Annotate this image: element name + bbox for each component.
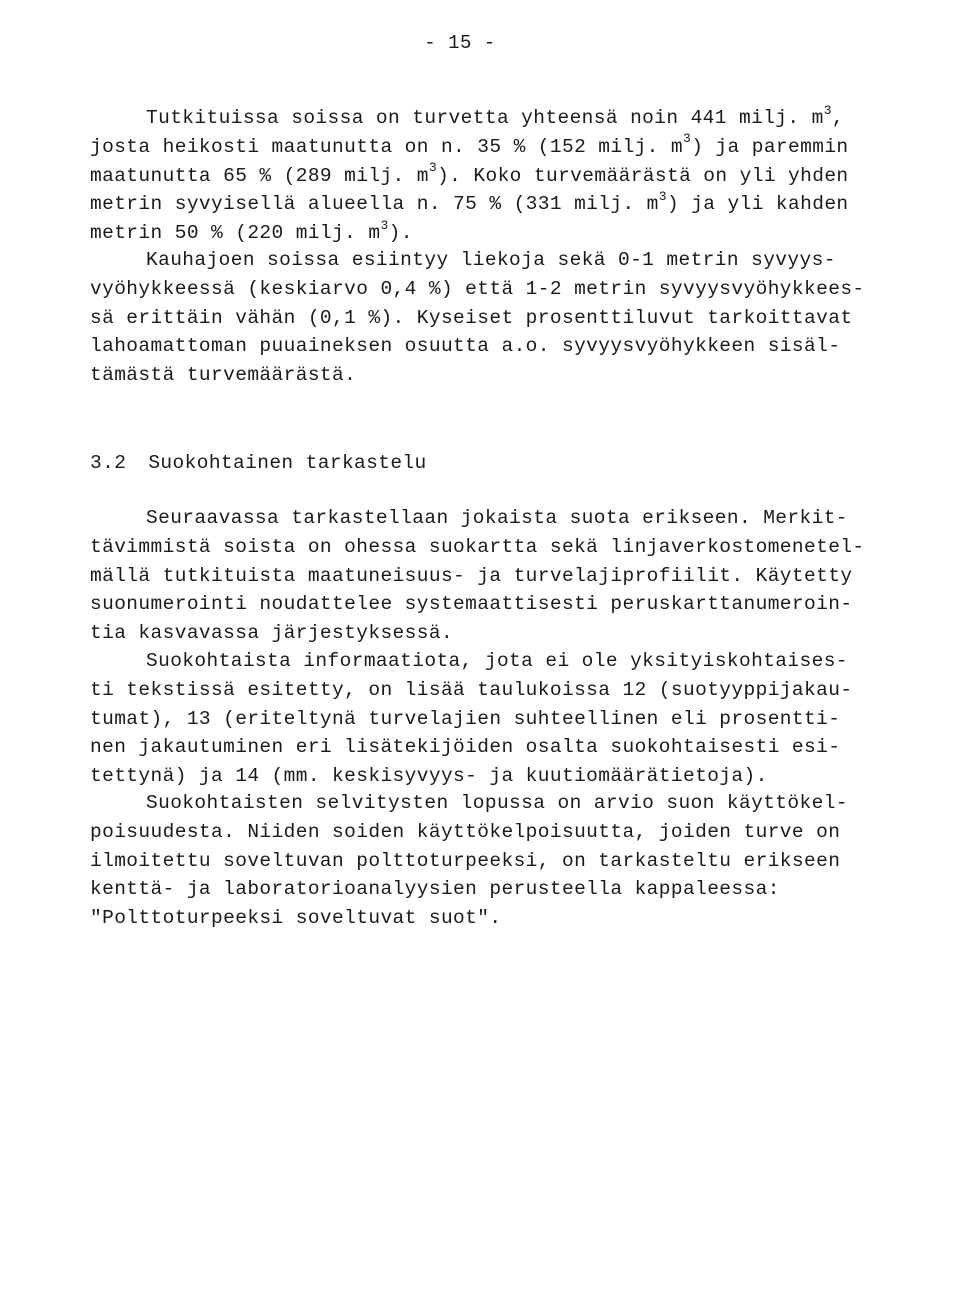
section-heading xyxy=(90,449,890,478)
text-line: maatunutta 65 % (289 milj. $m^3$). Koko turvemäärästä on yli yhden xyxy=(90,160,849,187)
text-line: sä erittäin vähän (0,1 %). Kyseiset prosenttiluvut tarkoittavat xyxy=(90,306,853,329)
text-line: Tutkituissa soissa on turvetta yhteensä noin 441 milj. $m^3$, xyxy=(146,102,845,129)
text-line: tettynä) ja 14 (mm. keskisyvyys- ja kuutiomäärätietoja). xyxy=(90,765,768,788)
text-line: Seuraavassa tarkastellaan jokaista suota erikseen. Merkit- xyxy=(146,507,848,529)
paragraph-wood-content xyxy=(90,246,890,390)
text-line: metrin 50 % (220 milj. $m^3$). xyxy=(90,217,413,245)
text-line: "Polttoturpeeksi soveltuvat suot". xyxy=(90,907,502,930)
text-line: metrin syvyisellä alueella n. 75 % (331 milj. $m^3$) ja yli kahden xyxy=(90,188,849,216)
section-title: Suokohtainen tarkastelu xyxy=(148,452,427,474)
text-line: mällä tutkituista maatuneisuus- ja turvelajiprofiilit. Käytetty xyxy=(90,564,853,587)
paragraph-usability xyxy=(90,789,890,933)
text-line xyxy=(90,449,890,478)
superscript: 3 xyxy=(823,102,832,118)
paragraph-tables xyxy=(90,647,890,791)
text-line: poisuudesta. Niiden soiden käyttökelpoisuutta, joiden turve on xyxy=(90,820,841,843)
text-line: Suokohtaista informaatiota, jota ei ole yksityiskohtaises- xyxy=(146,650,848,672)
text-line: suonumerointi noudattelee systemaattisesti peruskarttanumeroin- xyxy=(90,593,853,616)
paragraph-bog-review xyxy=(90,504,890,648)
text-line: tumat), 13 (eriteltynä turvelajien suhteellinen eli prosentti- xyxy=(90,707,841,730)
text-line: lahoamattoman puuaineksen osuutta a.o. syvyysvyöhykkeen sisäl- xyxy=(90,335,841,358)
text-line: kenttä- ja laboratorioanalyysien perusteella kappaleessa: xyxy=(90,878,780,901)
text-line: Kauhajoen soissa esiintyy liekoja sekä 0-1 metrin syvyys- xyxy=(146,249,836,271)
text-line: tävimmistä soista on ohessa suokartta sekä linjaverkostomenetel- xyxy=(90,535,865,558)
text-line: vyöhykkeessä (keskiarvo 0,4 %) että 1-2 metrin syvyysvyöhykkees- xyxy=(90,277,865,300)
section-number: 3.2 xyxy=(90,452,127,474)
superscript: 3 xyxy=(658,188,667,204)
text-line: Suokohtaisten selvitysten lopussa on arvio suon käyttökel- xyxy=(146,792,848,814)
page-number: - 15 - xyxy=(424,32,496,54)
text-line: josta heikosti maatunutta on n. 35 % (152 milj. $m^3$) ja paremmin xyxy=(90,131,849,158)
superscript: 3 xyxy=(380,217,389,233)
superscript: 3 xyxy=(428,160,438,176)
text-line: tämästä turvemäärästä. xyxy=(90,364,357,387)
text-line: nen jakautuminen eri lisätekijöiden osalta suokohtaisesti esi- xyxy=(90,736,841,759)
text-line: ti tekstissä esitetty, on lisää taulukoissa 12 (suotyyppijakau- xyxy=(90,678,853,701)
text-line: tia kasvavassa järjestyksessä. xyxy=(90,622,454,645)
text-line: ilmoitettu soveltuvan polttoturpeeksi, on tarkasteltu erikseen xyxy=(90,849,841,872)
superscript: 3 xyxy=(683,131,692,147)
paragraph-peat-volume xyxy=(90,104,890,248)
